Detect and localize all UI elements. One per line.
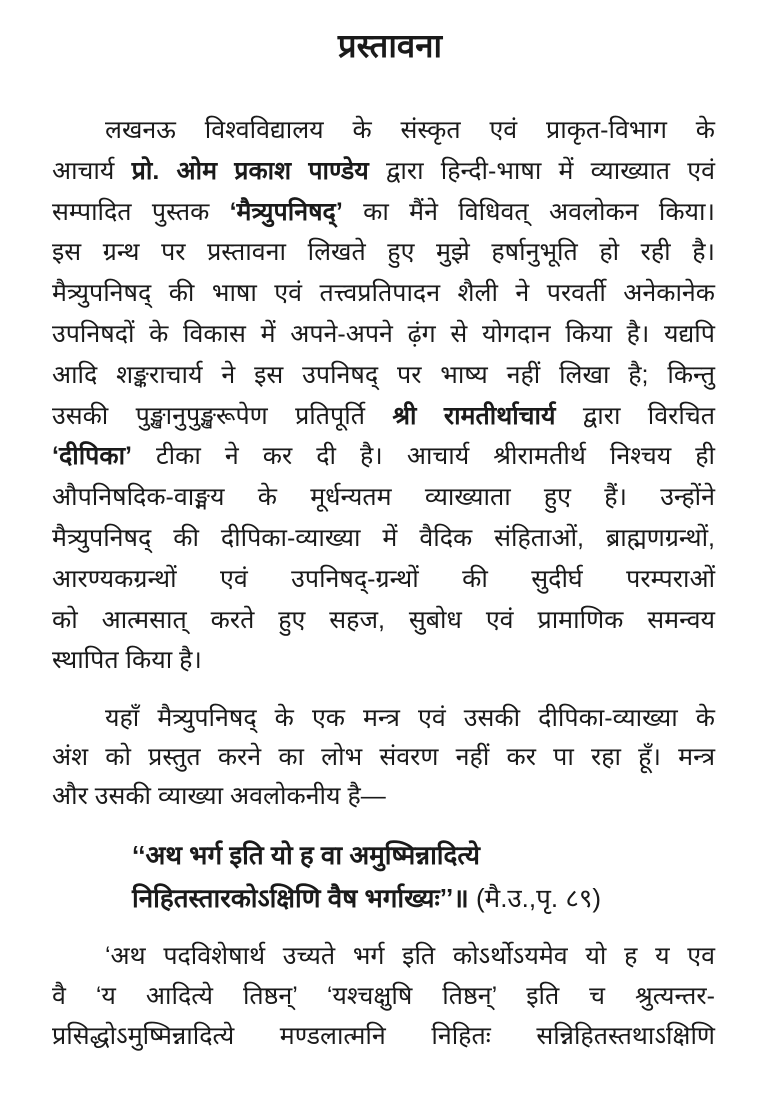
text-line: लखनऊ विश्वविद्यालय के संस्कृत एवं प्राकृत-विभाग के — [105, 116, 715, 144]
text-line: स्थापित किया है। — [52, 646, 202, 674]
text-line: यहाँ मैत्र्युपनिषद् के एक मन्त्र एवं उसकी दीपिका-व्याख्या के — [105, 704, 715, 732]
text-line: उपनिषदों के विकास में अपने-अपने ढ़ंग से योगदान किया है। यद्यपि — [52, 320, 715, 348]
text-line: को आत्मसात् करते हुए सहज, सुबोध एवं प्रामाणिक समन्वय — [52, 606, 715, 634]
text-line: सम्पादित पुस्तक ‘मैत्र्युपनिषद्’ का मैंने विधिवत् अवलोकन किया। — [52, 198, 715, 226]
mantra-quote-text: निहितस्तारकोऽक्षिणि वैष भर्गाख्यः’’॥ — [132, 883, 469, 913]
bold-name: ‘मैत्र्युपनिषद्’ — [229, 198, 343, 226]
mantra-quote-line-2 — [132, 878, 601, 918]
text-line: और उसकी व्याख्या अवलोकनीय है— — [52, 782, 386, 810]
mantra-reference: (मै.उ.,पृ. ८९) — [476, 883, 602, 913]
text-line: मैत्र्युपनिषद् की भाषा एवं तत्त्वप्रतिपादन शैली ने परवर्ती अनेकानेक — [52, 279, 715, 307]
bold-name: प्रो. ओम प्रकाश पाण्डेय — [131, 157, 369, 185]
text-line: आरण्यकग्रन्थों एवं उपनिषद्-ग्रन्थों की सुदीर्घ परम्पराओं — [52, 565, 715, 593]
text-line: ‘अथ पदविशेषार्थ उच्यते भर्ग इति कोऽर्थोऽयमेव यो ह य एव — [105, 942, 715, 970]
text-line: प्रसिद्धोऽमुष्मिन्नादित्ये मण्डलात्मनि निहितः सन्निहितस्तथाऽक्षिणि — [52, 1022, 715, 1050]
text-line: आचार्य प्रो. ओम प्रकाश पाण्डेय द्वारा हिन्दी-भाषा में व्याख्यात एवं — [52, 157, 715, 185]
text-line: ‘दीपिका’ टीका ने कर दी है। आचार्य श्रीरामतीर्थ निश्चय ही — [52, 442, 715, 470]
text-line: वै ‘य आदित्ये तिष्ठन्’ ‘यश्चक्षुषि तिष्ठन्’ इति च श्रुत्यन्तर- — [52, 982, 715, 1010]
text-line: उसकी पुङ्खानुपुङ्खरूपेण प्रतिपूर्ति श्री रामतीर्थाचार्य द्वारा विरचित — [52, 402, 716, 430]
page-title: प्रस्तावना — [337, 27, 443, 64]
text-line: मैत्र्युपनिषद् की दीपिका-व्याख्या में वैदिक संहिताओं, ब्राह्मणग्रन्थों, — [52, 524, 715, 552]
text-line: आदि शङ्कराचार्य ने इस उपनिषद् पर भाष्य नहीं लिखा है; किन्तु — [52, 361, 715, 389]
bold-name: श्री रामतीर्थाचार्य — [392, 402, 556, 430]
text-line: इस ग्रन्थ पर प्रस्तावना लिखते हुए मुझे हर्षानुभूति हो रही है। — [52, 238, 715, 266]
bold-name: ‘दीपिका’ — [52, 442, 132, 470]
text-line: अंश को प्रस्तुत करने का लोभ संवरण नहीं कर पा रहा हूँ। मन्त्र — [52, 743, 715, 771]
mantra-quote-line-1: ‘‘अथ भर्ग इति यो ह वा अमुष्मिन्नादित्ये — [132, 840, 480, 870]
text-line: औपनिषदिक-वाङ्मय के मूर्धन्यतम व्याख्याता हुए हैं। उन्होंने — [52, 483, 715, 511]
